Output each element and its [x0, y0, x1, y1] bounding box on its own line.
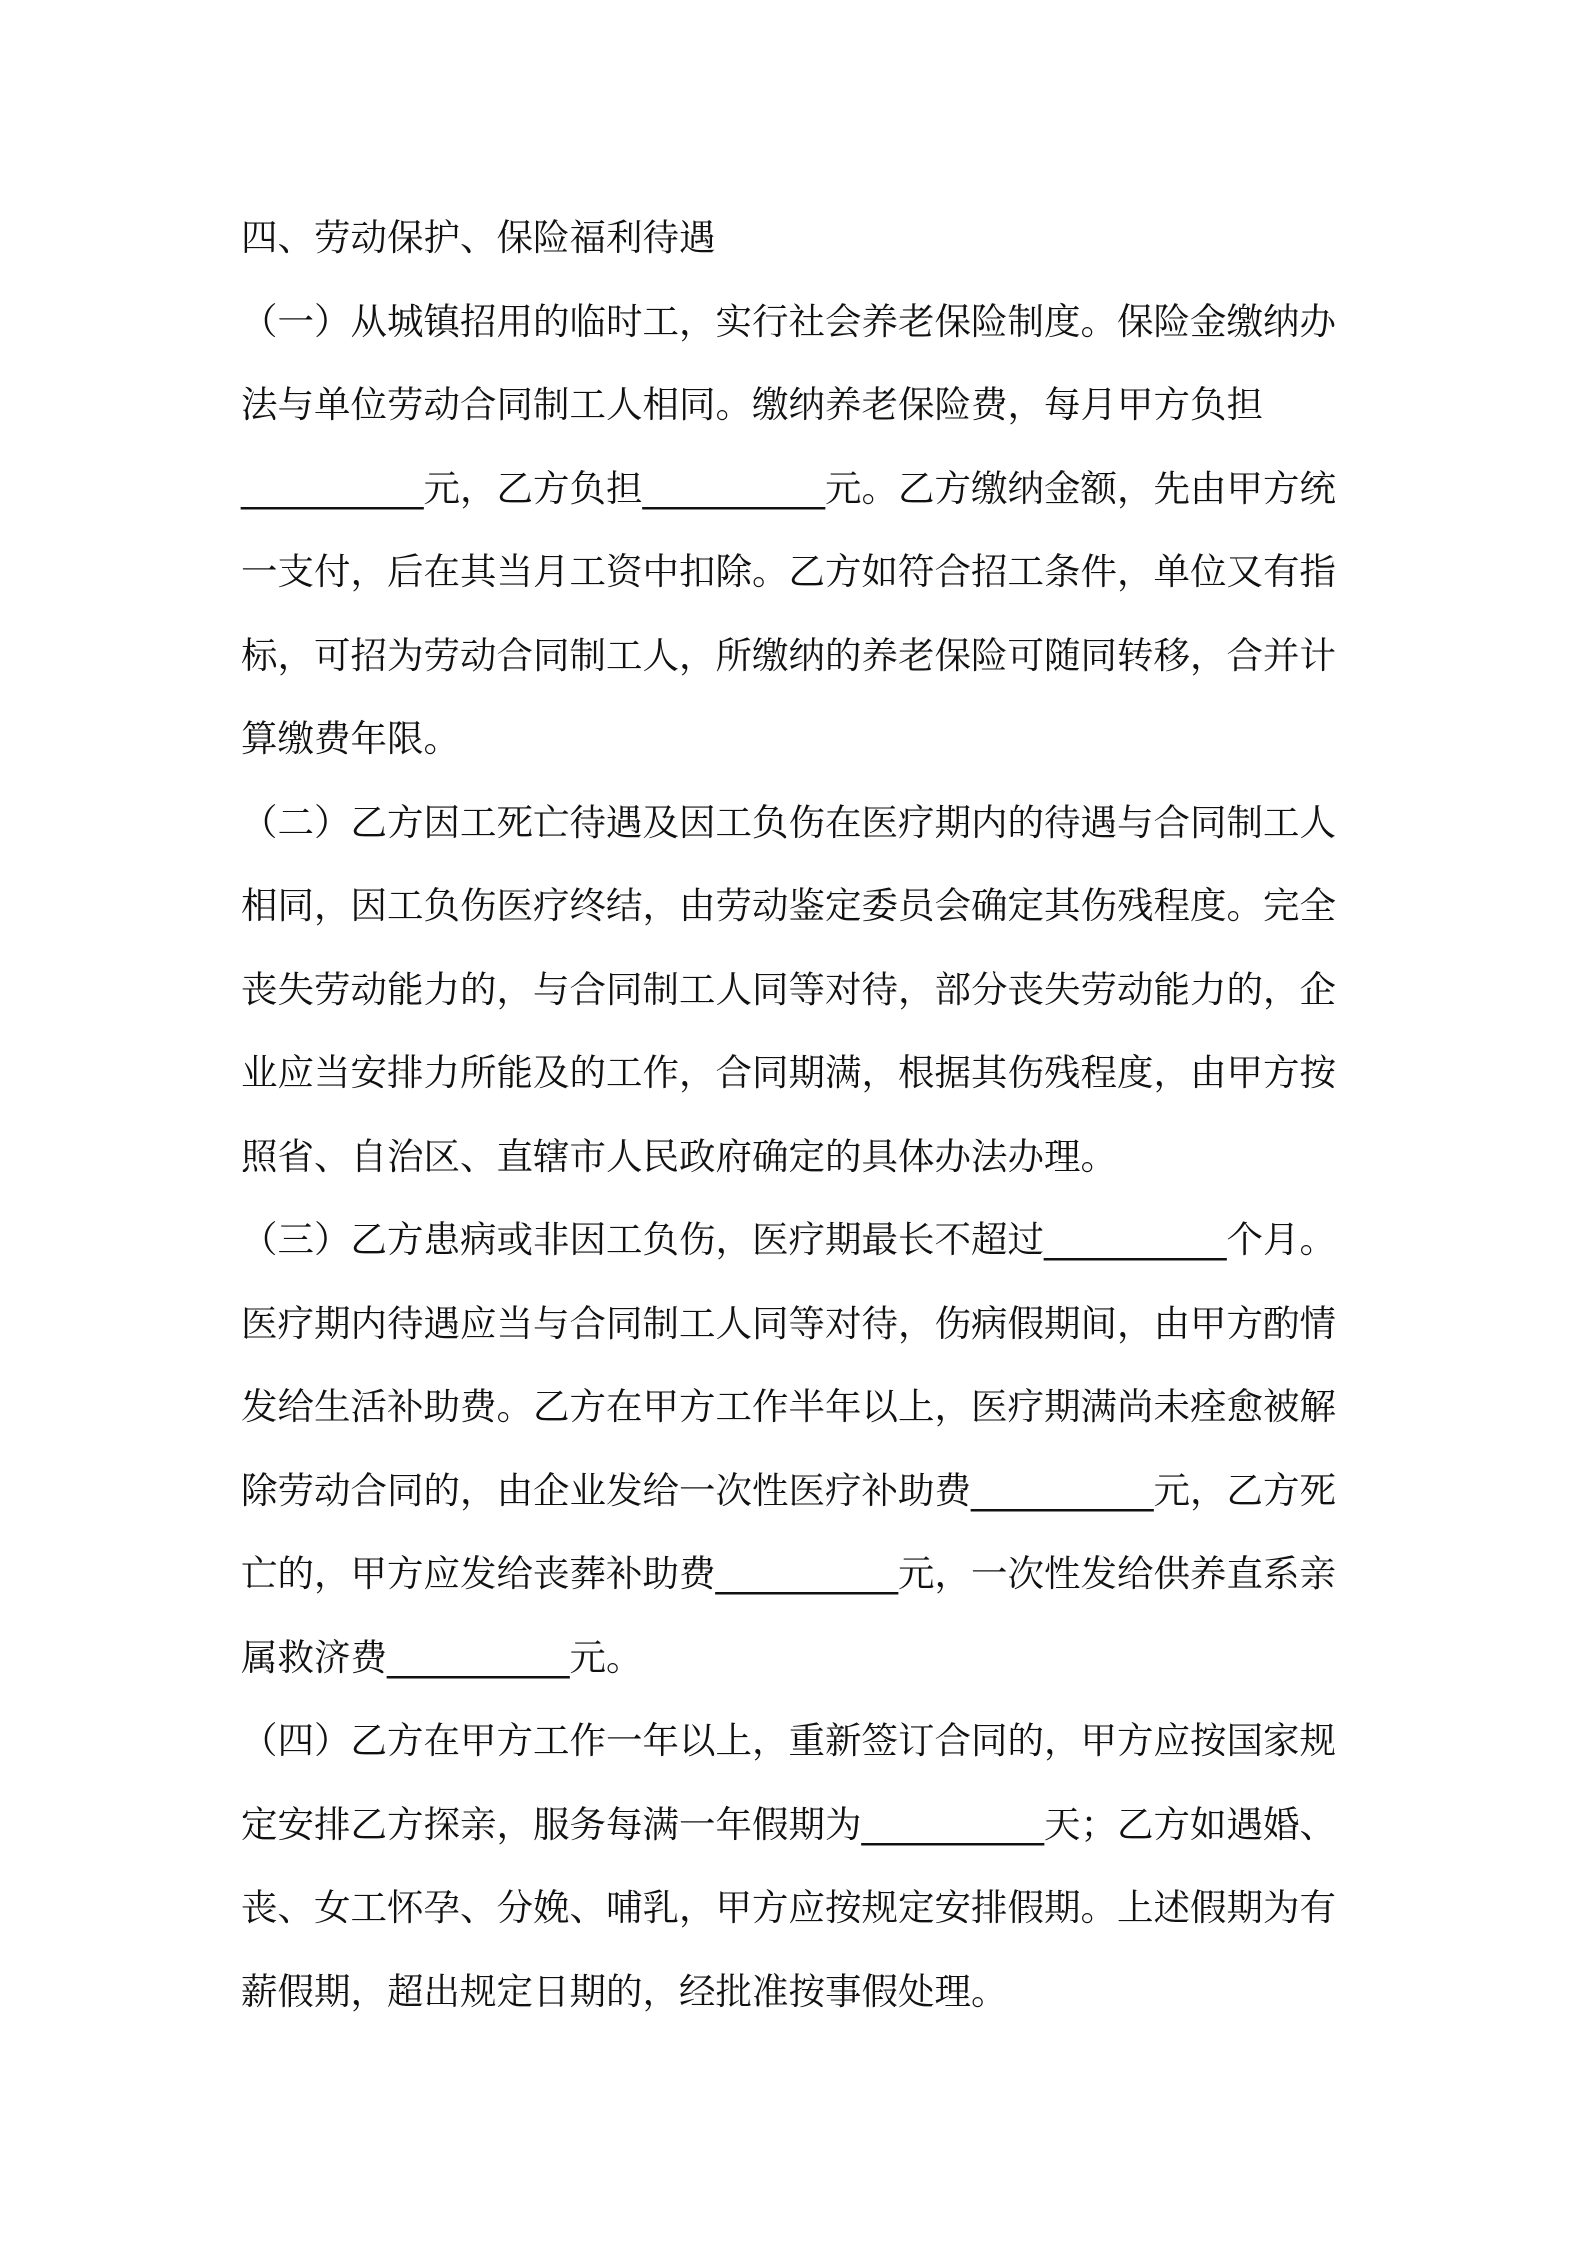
text-line: 照省、自治区、直辖市人民政府确定的具体办法办理。 [241, 1134, 1117, 1178]
text-line: 算缴费年限。 [241, 717, 460, 760]
text-line: 发给生活补助费。乙方在甲方工作半年以上，医疗期满尚未痊愈被解 [241, 1385, 1336, 1428]
paragraph [241, 781, 1356, 1199]
text-line: 除劳动合同的，由企业发给一次性医疗补助费__________元，乙方死 [241, 1468, 1336, 1512]
text-line: （一）从城镇招用的临时工，实行社会养老保险制度。保险金缴纳办 [241, 299, 1336, 343]
paragraph [241, 1699, 1356, 2033]
paragraph [241, 1198, 1356, 1699]
text-line: （四）乙方在甲方工作一年以上，重新签订合同的，甲方应按国家规 [241, 1719, 1336, 1762]
text-line: 标，可招为劳动合同制工人，所缴纳的养老保险可随同转移，合并计 [241, 633, 1336, 677]
document-body [241, 280, 1356, 2034]
text-line: 丧失劳动能力的，与合同制工人同等对待，部分丧失劳动能力的，企 [241, 967, 1336, 1011]
text-line: 医疗期内待遇应当与合同制工人同等对待，伤病假期间，由甲方酌情 [241, 1301, 1336, 1345]
text-line: 丧、女工怀孕、分娩、哺乳，甲方应按规定安排假期。上述假期为有 [241, 1886, 1336, 1929]
text-line: 相同，因工负伤医疗终结，由劳动鉴定委员会确定其伤残程度。完全 [241, 884, 1336, 927]
text-line: （三）乙方患病或非因工负伤，医疗期最长不超过__________个月。 [241, 1218, 1336, 1261]
document-page [241, 196, 1356, 2033]
paragraph [241, 280, 1356, 781]
text-line: __________元，乙方负担__________元。乙方缴纳金额，先由甲方统 [241, 466, 1336, 510]
text-line: 薪假期，超出规定日期的，经批准按事假处理。 [241, 1969, 1008, 2013]
text-line: 定安排乙方探亲，服务每满一年假期为__________天；乙方如遇婚、 [241, 1802, 1336, 1846]
text-line: 一支付，后在其当月工资中扣除。乙方如符合招工条件，单位又有指 [241, 550, 1336, 593]
text-line: 业应当安排力所能及的工作，合同期满，根据其伤残程度，由甲方按 [241, 1051, 1336, 1094]
text-line: 属救济费__________元。 [241, 1635, 643, 1679]
text-line: 法与单位劳动合同制工人相同。缴纳养老保险费，每月甲方负担 [241, 383, 1263, 426]
section-heading: 四、劳动保护、保险福利待遇 [241, 216, 716, 259]
text-line: （二）乙方因工死亡待遇及因工负伤在医疗期内的待遇与合同制工人 [241, 800, 1336, 844]
text-line: 亡的，甲方应发给丧葬补助费__________元，一次性发给供养直系亲 [241, 1552, 1336, 1595]
